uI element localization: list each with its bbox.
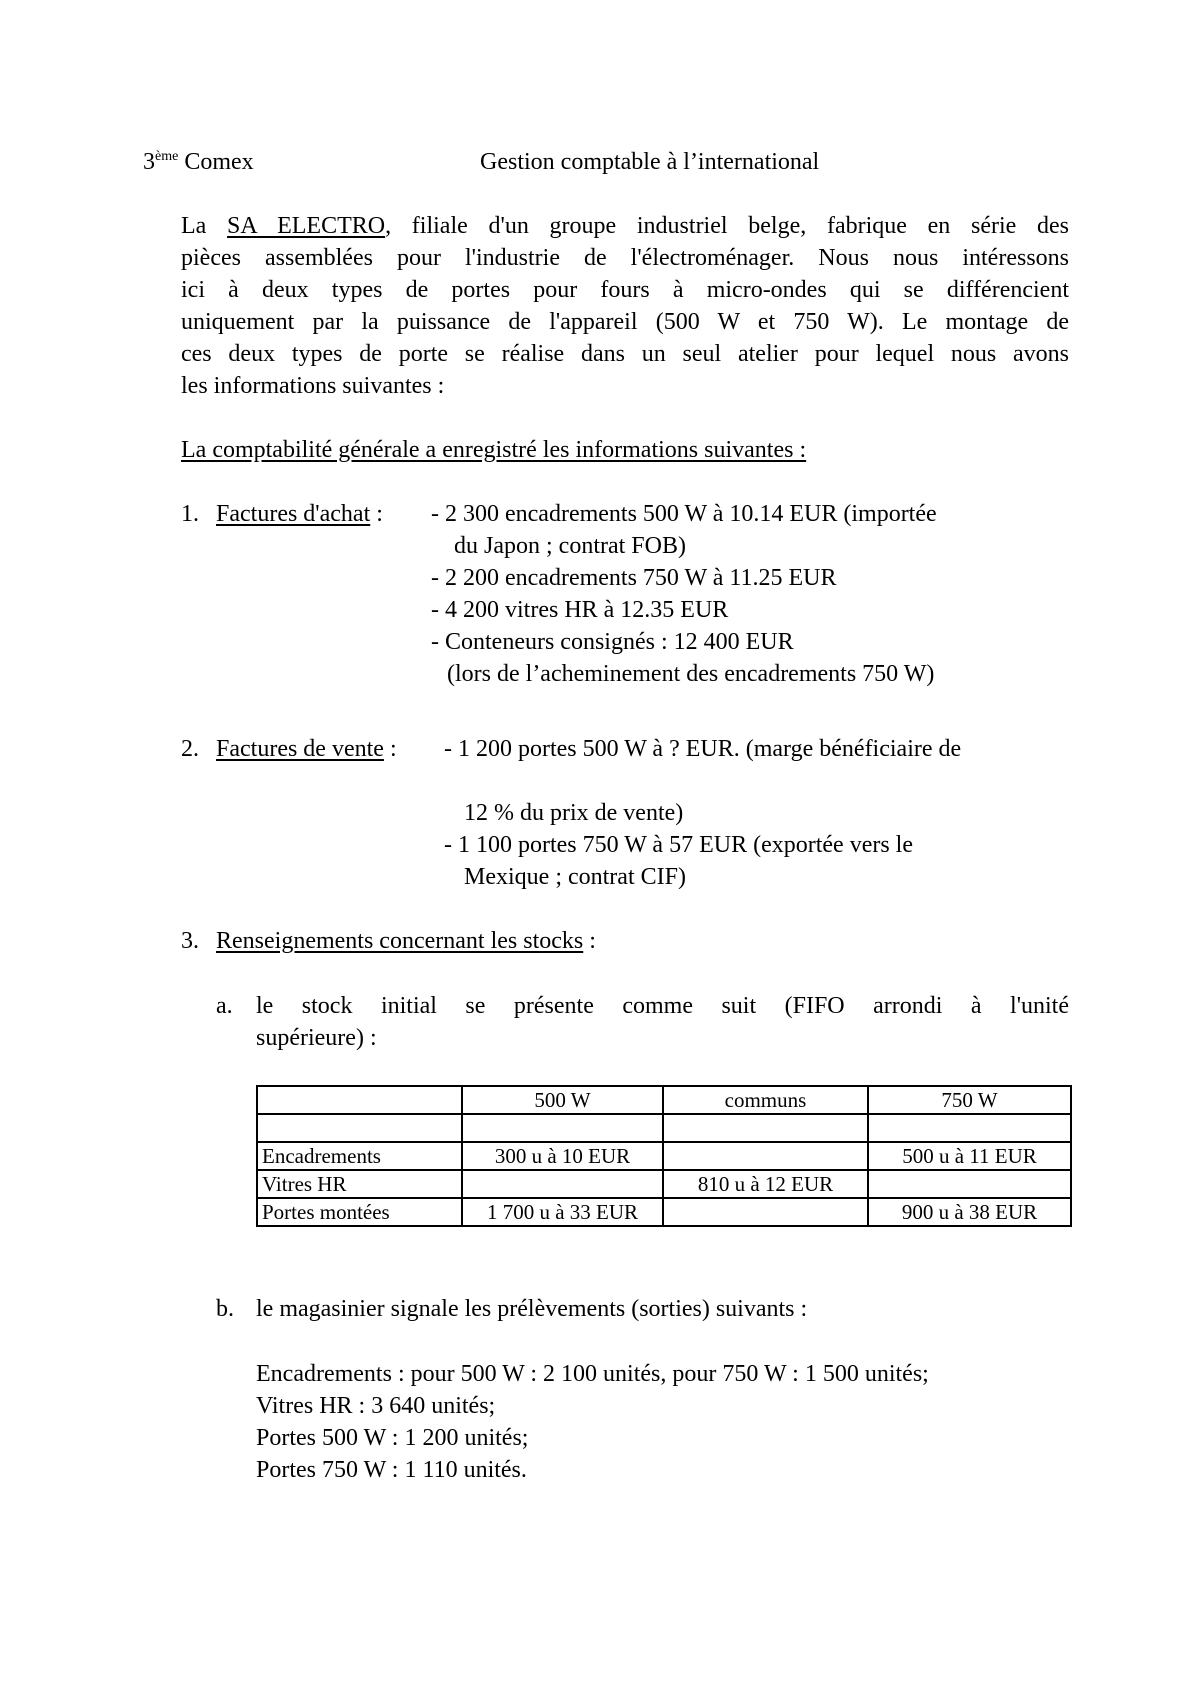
purchase-line: (lors de l’acheminement des encadrements 750 W)	[447, 661, 935, 687]
table-row	[257, 1114, 1071, 1142]
sales-line: - 1 100 portes 750 W à 57 EUR (exportée vers le	[444, 832, 913, 858]
intro-line-4: uniquement par la puissance de l'appareil (500 W et 750 W). Le montage de	[181, 309, 1069, 335]
table-cell	[663, 1142, 868, 1170]
item-2-heading	[216, 733, 397, 765]
table-cell	[257, 1114, 462, 1142]
sub-a-line-2: supérieure) :	[256, 1025, 377, 1051]
intro-line-6: les informations suivantes :	[181, 373, 445, 399]
table-cell	[663, 1198, 868, 1226]
table-header-cell: 750 W	[868, 1086, 1071, 1114]
purchase-line: - 2 300 encadrements 500 W à 10.14 EUR (importée	[431, 501, 937, 527]
table-header-cell: communs	[663, 1086, 868, 1114]
intro-line-2: pièces assemblées pour l'industrie de l'électroménager. Nous nous intéressons	[181, 245, 1069, 271]
intro-line-5: ces deux types de porte se réalise dans un seul atelier pour lequel nous avons	[181, 341, 1069, 367]
item-3-label: Renseignements concernant les stocks	[216, 928, 584, 954]
class-label	[143, 146, 254, 178]
item-3-number: 3.	[181, 928, 199, 954]
sales-line: - 1 200 portes 500 W à ? EUR. (marge bénéficiaire de	[444, 736, 962, 762]
sales-line: Mexique ; contrat CIF)	[464, 864, 686, 890]
intro-line-3: ici à deux types de portes pour fours à micro-ondes qui se différencient	[181, 277, 1069, 303]
table-cell: 1 700 u à 33 EUR	[462, 1198, 663, 1226]
table-row	[257, 1198, 1071, 1226]
table-cell: 810 u à 12 EUR	[663, 1170, 868, 1198]
item-1-label: Factures d'achat	[216, 501, 371, 527]
item-1-heading	[216, 498, 383, 530]
class-superscript: ème	[155, 149, 179, 164]
stock-table	[256, 1085, 1072, 1227]
table-cell: Encadrements	[257, 1142, 462, 1170]
table-cell: Vitres HR	[257, 1170, 462, 1198]
table-cell: Portes montées	[257, 1198, 462, 1226]
intro-line-1-rest: , filiale d'un groupe industriel belge, fabrique en série des	[385, 213, 1069, 239]
item-3-heading	[216, 925, 596, 957]
company-name: SA ELECTRO	[227, 213, 386, 239]
sub-a-letter: a.	[216, 993, 233, 1019]
class-name: Comex	[178, 149, 254, 175]
table-row	[257, 1142, 1071, 1170]
withdrawal-line: Portes 750 W : 1 110 unités.	[256, 1457, 527, 1483]
table-header-cell	[257, 1086, 462, 1114]
sales-line: 12 % du prix de vente)	[464, 800, 684, 826]
table-cell: 500 u à 11 EUR	[868, 1142, 1071, 1170]
table-header-row	[257, 1086, 1071, 1114]
table-row	[257, 1170, 1071, 1198]
table-cell: 900 u à 38 EUR	[868, 1198, 1071, 1226]
intro-line-1	[181, 210, 1069, 242]
purchase-line: - 4 200 vitres HR à 12.35 EUR	[431, 597, 729, 623]
sub-a-line-1: le stock initial se présente comme suit (FIFO arrondi à l'unité	[256, 993, 1069, 1019]
withdrawal-line: Encadrements : pour 500 W : 2 100 unités, pour 750 W : 1 500 unités;	[256, 1361, 929, 1387]
table-header-cell: 500 W	[462, 1086, 663, 1114]
item-2-number: 2.	[181, 736, 199, 762]
table-cell	[868, 1114, 1071, 1142]
purchase-line: du Japon ; contrat FOB)	[454, 533, 686, 559]
item-3-colon: :	[583, 928, 596, 954]
sub-b-line-1: le magasinier signale les prélèvements (sorties) suivants :	[256, 1296, 808, 1322]
withdrawal-line: Vitres HR : 3 640 unités;	[256, 1393, 496, 1419]
withdrawal-line: Portes 500 W : 1 200 unités;	[256, 1425, 529, 1451]
class-number: 3	[143, 149, 155, 175]
section-heading: La comptabilité générale a enregistré les informations suivantes :	[181, 437, 807, 463]
item-1-number: 1.	[181, 501, 199, 527]
table-cell	[868, 1170, 1071, 1198]
sub-b-letter: b.	[216, 1296, 234, 1322]
table-cell	[663, 1114, 868, 1142]
item-1-colon: :	[370, 501, 383, 527]
table-cell	[462, 1114, 663, 1142]
item-2-colon: :	[383, 736, 397, 762]
purchase-line: - Conteneurs consignés : 12 400 EUR	[431, 629, 794, 655]
course-title: Gestion comptable à l’international	[480, 149, 820, 175]
table-cell: 300 u à 10 EUR	[462, 1142, 663, 1170]
item-2-label: Factures de vente	[216, 736, 384, 762]
intro-lead: La	[181, 213, 228, 239]
purchase-line: - 2 200 encadrements 750 W à 11.25 EUR	[431, 565, 837, 591]
table-cell	[462, 1170, 663, 1198]
